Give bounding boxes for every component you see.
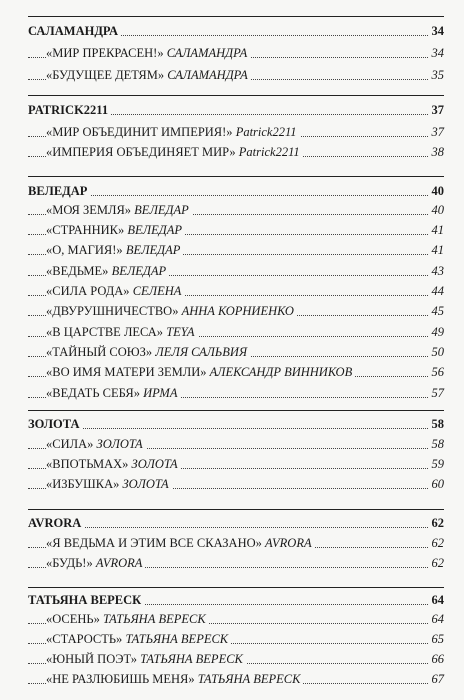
entry-author: AVRORA [265,536,312,550]
entry-author: ВЕЛЕДАР [134,203,189,217]
leader-dots [28,527,444,528]
entry-author: АЛЕКСАНДР ВИННИКОВ [209,365,353,379]
entry-author: ЗОЛОТА [122,477,169,491]
entry-author: ЛЕЛЯ САЛЬВИЯ [155,345,248,359]
page-number: 41 [429,221,445,239]
toc-entry [28,343,444,361]
toc-entry [28,554,444,572]
entry-author: Patrick2211 [238,145,300,159]
entry-title: «ВЕДАТЬ СЕБЯ» [46,386,140,400]
toc-entry [28,323,444,341]
section-title: AVRORA [28,514,84,532]
toc-entry [28,66,444,84]
page-number: 56 [429,363,445,381]
page-number: 44 [429,282,445,300]
entry-title: «МОЯ ЗЕМЛЯ» [46,203,132,217]
page-number: 62 [429,514,445,532]
section-title: САЛАМАНДРА [28,22,121,40]
entry-title: «МИР ПРЕКРАСЕН!» [46,46,164,60]
entry-title: «ТАЙНЫЙ СОЮЗ» [46,345,153,359]
page-number: 62 [429,554,445,572]
toc-entry [28,534,444,552]
entry-title: «ВПОТЬМАХ» [46,457,129,471]
entry-title: «СИЛА РОДА» [46,284,130,298]
toc-entry [28,670,444,688]
section-title: PATRICK2211 [28,101,111,119]
section-title: ВЕЛЕДАР [28,182,90,200]
page-number: 62 [429,534,445,552]
section-heading [28,514,444,532]
page-number: 37 [429,123,445,141]
entry-author: ТАТЬЯНА ВЕРЕСК [197,672,301,686]
entry-author: ВЕЛЕДАР [111,264,167,278]
entry-author: ТАТЬЯНА ВЕРЕСК [140,652,243,666]
page-number: 67 [429,670,445,688]
entry-title: «ВО ИМЯ МАТЕРИ ЗЕМЛИ» [46,365,207,379]
entry-title: «СТАРОСТЬ» [46,632,123,646]
section-divider [28,587,444,588]
page-number: 38 [429,143,445,161]
page-number: 58 [429,435,445,453]
entry-title: «БУДЬ!» [46,556,93,570]
toc-entry [28,630,444,648]
page-number: 40 [429,201,445,219]
toc-entry [28,610,444,628]
page-number: 49 [429,323,445,341]
entry-title: «ИЗБУШКА» [46,477,120,491]
entry-title: «ОСЕНЬ» [46,612,100,626]
entry-author: ЗОЛОТА [131,457,178,471]
toc-entry [28,143,444,161]
section-divider [28,176,444,177]
entry-title: «ВЕДЬМЕ» [46,264,109,278]
entry-title: «ЮНЫЙ ПОЭТ» [46,652,138,666]
toc-entry [28,302,444,320]
toc-entry [28,455,444,473]
section-heading [28,101,444,119]
section-divider [28,509,444,510]
toc-entry [28,435,444,453]
section-divider [28,410,444,411]
toc-entry [28,123,444,141]
page-number: 58 [429,415,445,433]
page-number: 60 [429,475,445,493]
entry-author: СЕЛЕНА [132,284,182,298]
entry-title: «НЕ РАЗЛЮБИШЬ МЕНЯ» [46,672,195,686]
page-number: 66 [429,650,445,668]
entry-author: ВЕЛЕДАР [127,223,183,237]
entry-title: «О, МАГИЯ!» [46,243,123,257]
toc-entry [28,650,444,668]
toc-entry [28,363,444,381]
page-number: 64 [429,591,445,609]
page-number: 34 [429,44,445,62]
entry-title: «СИЛА» [46,437,94,451]
entry-title: «ИМПЕРИЯ ОБЪЕДИНЯЕТ МИР» [46,145,236,159]
entry-author: ВЕЛЕДАР [125,243,181,257]
toc-entry [28,241,444,259]
toc-entry [28,201,444,219]
page-number: 65 [429,630,445,648]
page-number: 50 [429,343,445,361]
section-title: ЗОЛОТА [28,415,82,433]
entry-author: AVRORA [95,556,143,570]
entry-title: «МИР ОБЪЕДИНИТ ИМПЕРИЯ!» [46,125,233,139]
section-heading [28,182,444,200]
section-title: ТАТЬЯНА ВЕРЕСК [28,591,144,609]
entry-title: «БУДУЩЕЕ ДЕТЯМ» [46,68,165,82]
entry-author: ТАТЬЯНА ВЕРЕСК [125,632,229,646]
page-number: 43 [429,262,445,280]
entry-author: ТАТЬЯНА ВЕРЕСК [102,612,206,626]
entry-author: ИРМА [143,386,178,400]
toc-entry [28,282,444,300]
entry-title: «ДВУРУШНИЧЕСТВО» [46,304,179,318]
entry-author: TEYA [166,325,195,339]
toc-entry [28,475,444,493]
page-number: 37 [429,101,445,119]
entry-author: ЗОЛОТА [96,437,143,451]
page-number: 64 [429,610,445,628]
leader-dots [28,428,444,429]
page-number: 35 [429,66,445,84]
page-number: 41 [429,241,445,259]
entry-author: САЛАМАНДРА [166,46,248,60]
toc-entry [28,262,444,280]
page-number: 34 [429,22,445,40]
toc-entry [28,384,444,402]
page-number: 45 [429,302,445,320]
section-heading [28,591,444,609]
entry-author: Patrick2211 [235,125,297,139]
section-divider [28,95,444,96]
section-heading [28,22,444,40]
section-divider [28,16,444,17]
entry-author: САЛАМАНДРА [167,68,248,82]
section-heading [28,415,444,433]
toc-entry [28,221,444,239]
entry-title: «СТРАННИК» [46,223,125,237]
entry-title: «Я ВЕДЬМА И ЭТИМ ВСЕ СКАЗАНО» [46,536,262,550]
page-number: 59 [429,455,445,473]
entry-author: АННА КОРНИЕНКО [181,304,294,318]
toc-entry [28,44,444,62]
page-number: 40 [429,182,445,200]
page-number: 57 [429,384,445,402]
entry-title: «В ЦАРСТВЕ ЛЕСА» [46,325,164,339]
